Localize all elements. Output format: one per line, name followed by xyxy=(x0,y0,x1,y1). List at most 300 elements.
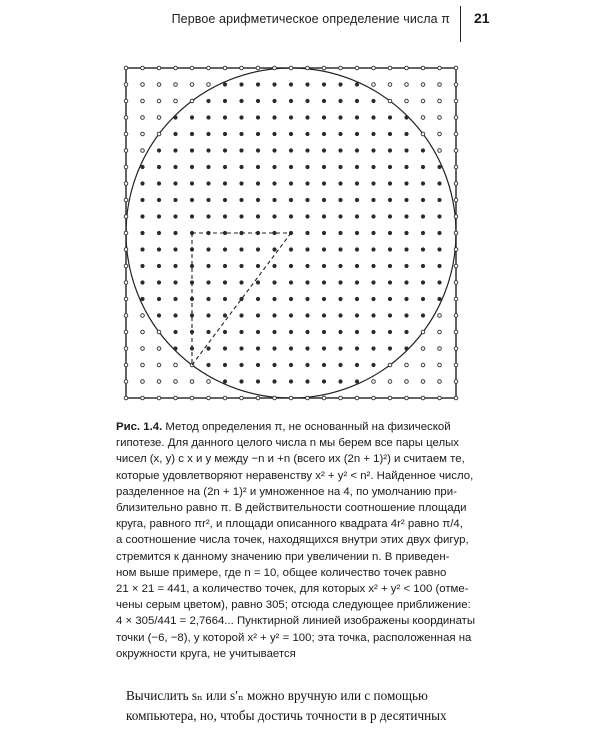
grid-point-inside xyxy=(223,313,227,317)
grid-point-inside xyxy=(239,346,243,350)
grid-point-inside xyxy=(289,82,293,86)
grid-point-inside xyxy=(338,247,342,251)
grid-point-inside xyxy=(305,115,309,119)
grid-point-inside xyxy=(355,231,359,235)
grid-point-inside xyxy=(206,346,210,350)
grid-point-inside xyxy=(223,379,227,383)
grid-point-inside xyxy=(355,198,359,202)
grid-point-inside xyxy=(239,379,243,383)
grid-point-inside xyxy=(289,297,293,301)
grid-point-inside xyxy=(388,346,392,350)
grid-point-inside xyxy=(289,363,293,367)
grid-point-inside xyxy=(322,148,326,152)
grid-point-outside xyxy=(438,66,442,70)
grid-point-inside xyxy=(256,330,260,334)
grid-point-outside xyxy=(174,363,178,367)
grid-point-inside xyxy=(355,280,359,284)
grid-point-inside xyxy=(305,247,309,251)
grid-point-outside xyxy=(438,132,442,136)
grid-point-inside xyxy=(388,214,392,218)
grid-point-outside xyxy=(124,380,128,384)
grid-point-outside xyxy=(454,132,458,136)
grid-point-inside xyxy=(206,264,210,268)
grid-point-outside xyxy=(124,347,128,351)
grid-point-inside xyxy=(206,363,210,367)
grid-point-outside xyxy=(190,83,194,87)
grid-point-inside xyxy=(305,82,309,86)
caption-line: окружности круга, не учитывается xyxy=(116,647,296,660)
grid-point-inside xyxy=(371,214,375,218)
grid-point-inside xyxy=(437,214,441,218)
grid-point-inside xyxy=(338,297,342,301)
grid-point-inside xyxy=(355,82,359,86)
grid-point-inside xyxy=(223,115,227,119)
grid-point-outside xyxy=(141,314,145,318)
grid-point-inside xyxy=(404,297,408,301)
grid-point-inside xyxy=(338,379,342,383)
grid-point-inside xyxy=(338,363,342,367)
grid-point-inside xyxy=(305,181,309,185)
grid-point-outside xyxy=(454,116,458,120)
grid-point-outside xyxy=(388,66,392,70)
grid-point-outside xyxy=(454,396,458,400)
grid-point-outside xyxy=(141,330,145,334)
grid-point-outside xyxy=(454,380,458,384)
grid-point-inside xyxy=(272,264,276,268)
grid-point-inside xyxy=(371,280,375,284)
grid-point-inside xyxy=(256,379,260,383)
grid-point-inside xyxy=(388,297,392,301)
grid-point-inside xyxy=(371,132,375,136)
grid-point-outside xyxy=(124,99,128,103)
grid-point-inside xyxy=(305,231,309,235)
grid-point-outside xyxy=(454,198,458,202)
grid-point-outside xyxy=(438,314,442,318)
grid-point-inside xyxy=(223,330,227,334)
caption-line: а соотношение числа точек, находящихся внутри этих двух фигур, xyxy=(116,534,469,547)
grid-point-inside xyxy=(140,198,144,202)
grid-point-inside xyxy=(173,115,177,119)
grid-point-inside xyxy=(355,214,359,218)
grid-point-inside xyxy=(305,132,309,136)
grid-point-inside xyxy=(190,198,194,202)
grid-point-inside xyxy=(388,313,392,317)
grid-point-outside xyxy=(157,347,161,351)
grid-point-inside xyxy=(289,346,293,350)
grid-point-inside xyxy=(421,148,425,152)
grid-point-inside xyxy=(272,198,276,202)
grid-point-outside xyxy=(190,380,194,384)
grid-point-inside xyxy=(338,313,342,317)
grid-point-inside xyxy=(289,165,293,169)
grid-point-outside xyxy=(421,330,425,334)
grid-point-inside xyxy=(140,214,144,218)
grid-point-inside xyxy=(289,379,293,383)
grid-point-inside xyxy=(322,181,326,185)
grid-point-inside xyxy=(404,313,408,317)
grid-point-inside xyxy=(157,198,161,202)
grid-point-outside xyxy=(174,66,178,70)
page-number: 21 xyxy=(474,10,490,26)
grid-point-inside xyxy=(223,297,227,301)
grid-point-inside xyxy=(371,297,375,301)
grid-point-inside xyxy=(223,198,227,202)
grid-point-outside xyxy=(207,380,211,384)
grid-point-outside xyxy=(141,132,145,136)
grid-point-inside xyxy=(404,181,408,185)
grid-point-inside xyxy=(355,148,359,152)
grid-point-inside xyxy=(272,165,276,169)
grid-point-inside xyxy=(223,99,227,103)
grid-point-outside xyxy=(372,396,376,400)
grid-point-inside xyxy=(272,82,276,86)
grid-point-inside xyxy=(206,280,210,284)
grid-point-outside xyxy=(157,99,161,103)
grid-point-inside xyxy=(371,313,375,317)
grid-point-inside xyxy=(206,165,210,169)
grid-point-inside xyxy=(355,165,359,169)
grid-point-inside xyxy=(371,148,375,152)
grid-point-inside xyxy=(322,214,326,218)
caption-line: разделенное на (2n + 1)² и умноженное на 4, по умолчанию при- xyxy=(116,485,457,498)
grid-point-outside xyxy=(240,66,244,70)
grid-point-outside xyxy=(421,116,425,120)
grid-point-inside xyxy=(173,313,177,317)
grid-point-inside xyxy=(256,99,260,103)
grid-point-inside xyxy=(421,165,425,169)
grid-point-inside xyxy=(206,148,210,152)
grid-point-inside xyxy=(272,148,276,152)
grid-point-outside xyxy=(421,132,425,136)
grid-point-inside xyxy=(322,247,326,251)
caption-line: круга, равного πr², и площади описанного квадрата 4r² равно π/4, xyxy=(116,518,463,531)
grid-point-outside xyxy=(454,297,458,301)
grid-point-outside xyxy=(124,198,128,202)
grid-point-outside xyxy=(454,165,458,169)
grid-point-outside xyxy=(405,83,409,87)
grid-point-inside xyxy=(239,165,243,169)
grid-point-inside xyxy=(239,214,243,218)
grid-point-inside xyxy=(173,148,177,152)
grid-point-inside xyxy=(239,264,243,268)
body-line: Вычислить sₙ или s′ₙ можно вручную или с помощью xyxy=(126,688,428,703)
grid-point-outside xyxy=(372,83,376,87)
grid-point-inside xyxy=(206,115,210,119)
grid-point-inside xyxy=(239,99,243,103)
grid-point-inside xyxy=(371,346,375,350)
dot-grid-diagram xyxy=(116,58,466,410)
grid-point-inside xyxy=(338,115,342,119)
grid-point-inside xyxy=(206,247,210,251)
grid-point-inside xyxy=(322,115,326,119)
grid-point-inside xyxy=(190,132,194,136)
grid-point-inside xyxy=(371,231,375,235)
grid-point-inside xyxy=(388,231,392,235)
grid-point-inside xyxy=(338,165,342,169)
grid-point-inside xyxy=(305,379,309,383)
grid-point-outside xyxy=(421,83,425,87)
grid-point-inside xyxy=(239,132,243,136)
grid-point-outside xyxy=(124,83,128,87)
grid-point-inside xyxy=(256,363,260,367)
grid-point-inside xyxy=(206,330,210,334)
grid-point-inside xyxy=(421,247,425,251)
grid-point-inside xyxy=(256,82,260,86)
grid-point-inside xyxy=(272,280,276,284)
grid-point-inside xyxy=(289,247,293,251)
grid-point-inside xyxy=(272,330,276,334)
grid-point-outside xyxy=(355,66,359,70)
grid-point-inside xyxy=(437,280,441,284)
grid-point-outside xyxy=(124,116,128,120)
grid-point-outside xyxy=(405,363,409,367)
grid-point-inside xyxy=(272,346,276,350)
grid-point-inside xyxy=(289,99,293,103)
body-line: компьютера, но, чтобы достичь точности в p десятичных xyxy=(126,708,447,723)
grid-point-inside xyxy=(239,313,243,317)
caption-line: ном выше примере, где n = 10, общее количество точек равно xyxy=(116,566,447,579)
body-paragraph xyxy=(126,686,471,726)
grid-point-inside xyxy=(388,280,392,284)
grid-point-outside xyxy=(124,215,128,219)
grid-point-inside xyxy=(223,165,227,169)
grid-point-inside xyxy=(355,297,359,301)
grid-point-outside xyxy=(388,99,392,103)
grid-point-inside xyxy=(206,99,210,103)
caption-line: близительно равно π. В действительности соотношение площади xyxy=(116,502,467,515)
grid-point-inside xyxy=(355,346,359,350)
grid-point-outside xyxy=(141,116,145,120)
grid-point-outside xyxy=(454,182,458,186)
grid-point-outside xyxy=(438,83,442,87)
grid-point-inside xyxy=(388,198,392,202)
grid-point-inside xyxy=(289,181,293,185)
grid-point-outside xyxy=(454,248,458,252)
grid-point-inside xyxy=(404,115,408,119)
grid-point-inside xyxy=(355,132,359,136)
grid-point-outside xyxy=(157,83,161,87)
grid-point-inside xyxy=(256,132,260,136)
grid-point-outside xyxy=(438,363,442,367)
grid-point-outside xyxy=(124,182,128,186)
grid-point-inside xyxy=(404,231,408,235)
grid-point-inside xyxy=(256,198,260,202)
grid-point-inside xyxy=(157,214,161,218)
grid-point-inside xyxy=(437,297,441,301)
grid-point-inside xyxy=(322,198,326,202)
grid-point-outside xyxy=(388,363,392,367)
grid-point-outside xyxy=(190,396,194,400)
grid-point-inside xyxy=(305,297,309,301)
grid-point-outside xyxy=(405,99,409,103)
grid-point-outside xyxy=(174,380,178,384)
grid-point-inside xyxy=(305,280,309,284)
grid-point-inside xyxy=(140,264,144,268)
grid-point-inside xyxy=(239,181,243,185)
grid-point-outside xyxy=(124,281,128,285)
grid-point-inside xyxy=(355,264,359,268)
grid-point-outside xyxy=(438,380,442,384)
grid-point-inside xyxy=(256,280,260,284)
grid-point-outside xyxy=(141,363,145,367)
grid-point-inside xyxy=(338,99,342,103)
grid-point-inside xyxy=(256,346,260,350)
grid-point-inside xyxy=(173,346,177,350)
grid-point-outside xyxy=(157,66,161,70)
grid-point-inside xyxy=(272,115,276,119)
grid-point-inside xyxy=(338,214,342,218)
grid-point-outside xyxy=(141,396,145,400)
grid-point-outside xyxy=(421,347,425,351)
grid-point-inside xyxy=(338,198,342,202)
grid-point-inside xyxy=(239,363,243,367)
grid-point-outside xyxy=(174,83,178,87)
grid-point-inside xyxy=(173,132,177,136)
grid-point-outside xyxy=(207,396,211,400)
grid-point-inside xyxy=(388,132,392,136)
grid-point-outside xyxy=(454,314,458,318)
grid-point-outside xyxy=(454,363,458,367)
grid-point-inside xyxy=(272,363,276,367)
grid-point-inside xyxy=(239,247,243,251)
grid-point-inside xyxy=(256,313,260,317)
grid-point-inside xyxy=(206,198,210,202)
grid-point-outside xyxy=(454,347,458,351)
grid-point-inside xyxy=(272,313,276,317)
grid-point-inside xyxy=(338,346,342,350)
grid-point-inside xyxy=(305,198,309,202)
grid-point-inside xyxy=(355,99,359,103)
grid-point-inside xyxy=(256,264,260,268)
grid-point-inside xyxy=(173,247,177,251)
grid-point-inside xyxy=(338,280,342,284)
grid-point-outside xyxy=(388,83,392,87)
grid-point-inside xyxy=(190,115,194,119)
grid-point-inside xyxy=(322,82,326,86)
grid-point-inside xyxy=(371,99,375,103)
grid-point-outside xyxy=(124,248,128,252)
grid-point-inside xyxy=(404,280,408,284)
grid-point-inside xyxy=(140,181,144,185)
grid-point-inside xyxy=(256,148,260,152)
grid-point-outside xyxy=(438,116,442,120)
grid-point-inside xyxy=(256,181,260,185)
grid-point-inside xyxy=(206,297,210,301)
grid-point-outside xyxy=(438,347,442,351)
grid-point-inside xyxy=(322,297,326,301)
grid-point-inside xyxy=(190,148,194,152)
grid-point-inside xyxy=(404,198,408,202)
grid-point-inside xyxy=(223,132,227,136)
grid-point-inside xyxy=(305,214,309,218)
grid-point-inside xyxy=(140,247,144,251)
grid-point-inside xyxy=(388,181,392,185)
grid-point-outside xyxy=(322,66,326,70)
grid-point-inside xyxy=(355,313,359,317)
grid-point-inside xyxy=(272,214,276,218)
grid-point-outside xyxy=(454,66,458,70)
grid-point-outside xyxy=(306,396,310,400)
grid-point-inside xyxy=(206,313,210,317)
grid-point-outside xyxy=(421,380,425,384)
grid-point-inside xyxy=(404,330,408,334)
grid-point-inside xyxy=(322,363,326,367)
grid-point-inside xyxy=(206,132,210,136)
grid-point-inside xyxy=(206,214,210,218)
header-divider xyxy=(460,6,461,42)
grid-point-inside xyxy=(371,247,375,251)
grid-point-inside xyxy=(173,280,177,284)
grid-point-inside xyxy=(322,379,326,383)
grid-point-outside xyxy=(174,99,178,103)
grid-point-inside xyxy=(338,82,342,86)
grid-point-inside xyxy=(371,198,375,202)
grid-point-inside xyxy=(371,264,375,268)
grid-point-outside xyxy=(454,215,458,219)
grid-point-outside xyxy=(405,396,409,400)
grid-point-inside xyxy=(388,165,392,169)
grid-point-inside xyxy=(289,148,293,152)
grid-point-inside xyxy=(256,115,260,119)
grid-point-inside xyxy=(371,165,375,169)
grid-point-inside xyxy=(173,214,177,218)
grid-point-outside xyxy=(124,314,128,318)
grid-point-inside xyxy=(338,330,342,334)
grid-point-inside xyxy=(404,214,408,218)
grid-point-inside xyxy=(272,231,276,235)
grid-point-inside xyxy=(173,330,177,334)
caption-line: стремится к данному значению при увеличении n. В приведен- xyxy=(116,550,450,563)
grid-point-inside xyxy=(140,280,144,284)
grid-point-outside xyxy=(421,396,425,400)
caption-line: которые удовлетворяют неравенству x² + y² < n². Найденное число, xyxy=(116,469,474,482)
grid-point-inside xyxy=(173,231,177,235)
grid-point-inside xyxy=(421,181,425,185)
grid-point-outside xyxy=(141,149,145,153)
grid-point-outside xyxy=(421,66,425,70)
grid-point-outside xyxy=(339,66,343,70)
grid-point-outside xyxy=(141,99,145,103)
grid-point-outside xyxy=(124,396,128,400)
grid-point-outside xyxy=(141,66,145,70)
grid-point-outside xyxy=(372,380,376,384)
grid-point-inside xyxy=(272,297,276,301)
grid-point-inside xyxy=(322,231,326,235)
grid-point-outside xyxy=(405,66,409,70)
grid-point-inside xyxy=(140,297,144,301)
grid-point-outside xyxy=(256,396,260,400)
grid-point-inside xyxy=(404,264,408,268)
grid-point-inside xyxy=(388,148,392,152)
grid-point-outside xyxy=(124,363,128,367)
grid-point-inside xyxy=(371,363,375,367)
grid-point-inside xyxy=(322,99,326,103)
grid-point-inside xyxy=(190,181,194,185)
grid-point-inside xyxy=(338,148,342,152)
caption-line: 4 × 305/441 = 2,7664... Пунктирной линией изображены координаты xyxy=(116,615,476,628)
grid-point-inside xyxy=(173,165,177,169)
caption-line-text: Метод определения π, не основанный на физической xyxy=(162,421,451,433)
grid-point-inside xyxy=(338,264,342,268)
grid-point-inside xyxy=(421,280,425,284)
grid-point-inside xyxy=(157,181,161,185)
dot-grid-figure xyxy=(116,58,466,410)
grid-point-inside xyxy=(289,115,293,119)
grid-point-inside xyxy=(190,214,194,218)
grid-point-outside xyxy=(454,231,458,235)
grid-point-inside xyxy=(239,280,243,284)
grid-point-outside xyxy=(454,149,458,153)
